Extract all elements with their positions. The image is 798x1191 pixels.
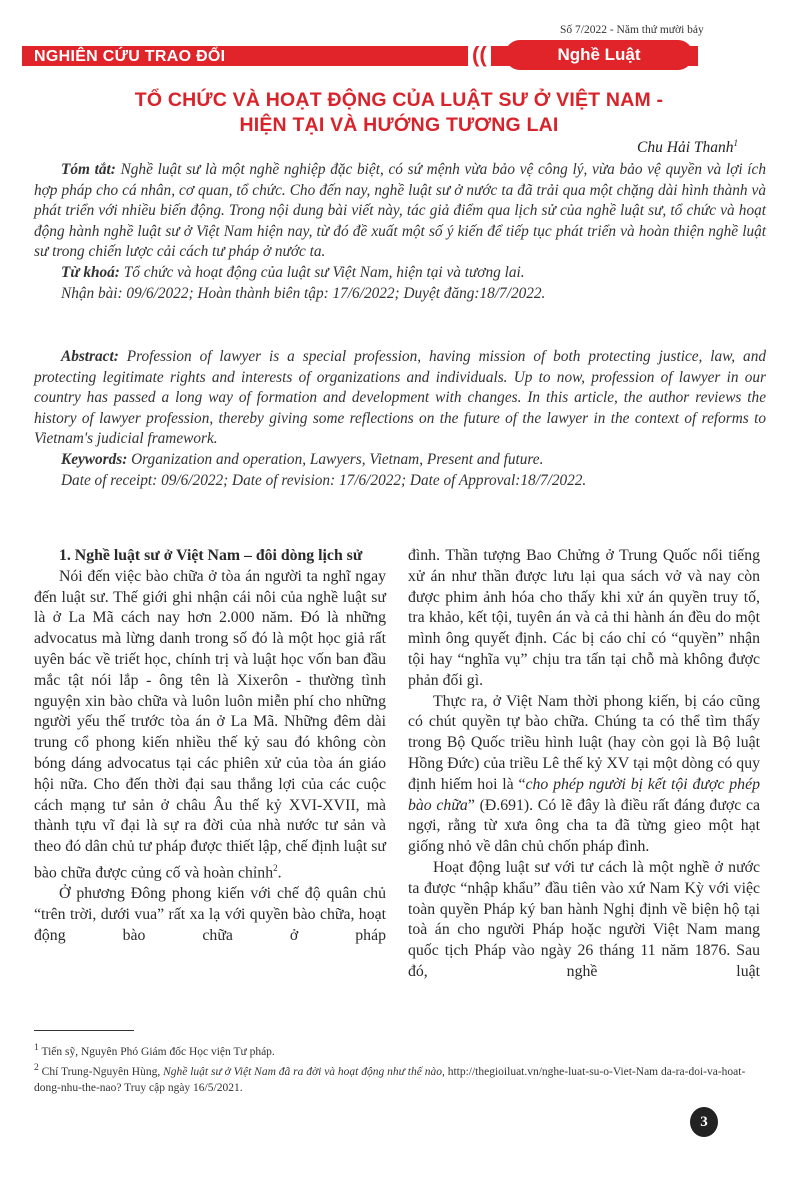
column-right [408, 546, 760, 983]
footnote-ref: 1 [733, 138, 738, 148]
keywords [34, 450, 766, 471]
paragraph: đình. Thần tượng Bao Chửng ở Trung Quốc nổi tiếng xử án như thần được lưu lại qua sách vở và nay còn được phim ảnh hóa cho thấy khi xử án quyền truy tố, tra khảo, kết tội, tuyên án và cả thi hành án đều do một mình ông quyết định. Các bị cáo chỉ có “quyền” nhận tội hay “nghĩa vụ” chịu tra tấn tại chỗ mà không được phản đối gì. [408, 547, 760, 689]
keywords-text: Organization and operation, Lawyers, Vietnam, Present and future. [127, 450, 544, 468]
footnote-link[interactable]: , http://thegioiluat.vn/nghe-luat-su-o-Viet-Nam da-ra-doi-va-hoat-dong-nhu-the-nao? Truy cập ngày 16/5/2021. [34, 1065, 746, 1094]
column-left [34, 546, 386, 946]
abstract-label: Abstract: [61, 348, 119, 365]
author-name: Chu Hải Thanh [637, 139, 734, 157]
abstract-en [34, 347, 766, 491]
footnote-text: Tiến sỹ, Nguyên Phó Giám đốc Học viện Tư pháp. [38, 1045, 275, 1058]
waves-icon: (( [468, 42, 491, 68]
page-number: 3 [690, 1107, 718, 1137]
footnote-divider [34, 1030, 134, 1031]
footnote-mark: 1 [34, 1042, 39, 1053]
abstract-label: Tóm tắt: [61, 161, 116, 178]
section-heading: 1. Nghề luật sư ở Việt Nam – đôi dòng lịch sử [59, 547, 363, 564]
keywords-text: Tổ chức và hoạt động của luật sư Việt Nam, hiện tại và tương lai. [119, 263, 525, 281]
footnote [34, 1060, 764, 1096]
title-line: TỔ CHỨC VÀ HOẠT ĐỘNG CỦA LUẬT SƯ Ở VIỆT NAM - [134, 89, 664, 111]
abstract-vi [34, 160, 766, 304]
paragraph [408, 692, 760, 858]
title-line: HIỆN TẠI VÀ HƯỚNG TƯƠNG LAI [239, 114, 559, 136]
footnote-mark: 2 [34, 1061, 39, 1073]
dates: Date of receipt: 09/6/2022; Date of revision: 17/6/2022; Date of Approval:18/7/2022. [61, 471, 587, 489]
abstract-text: Profession of lawyer is a special profession, having mission of both protecting justice, law, and protecting legitimate rights and interests of organizations and individuals. Up to now, profession of lawyer in our country has passed a long way of formation and development with changes. In this article, the author reviews the history of lawyer profession, thereby giving some reflections on the future of the lawyer in the context of reforms to Vietnam's judicial framework. [34, 348, 766, 448]
abstract-paragraph [34, 347, 766, 450]
article-title [0, 88, 798, 138]
footnote-title: Nghề luật sư ở Việt Nam đã ra đời và hoạt động như thế nào [163, 1065, 442, 1078]
keywords-label: Từ khoá: [61, 263, 120, 281]
dates: Nhận bài: 09/6/2022; Hoàn thành biên tập: 17/6/2022; Duyệt đăng:18/7/2022. [61, 284, 546, 302]
keywords [34, 263, 766, 284]
footnote-text: Chí Trung-Nguyên Hùng, [38, 1065, 164, 1078]
paragraph-text: Thực ra, ở Việt Nam thời phong kiến, bị cáo cũng có chút quyền tự bào chữa. Chúng ta có thể tìm thấy trong Bộ Quốc triều hình luật (hay còn gọi là Bộ luật Hồng Đức) của triều Lê thế kỷ XV tại một dòng có quy định hiếm hoi là “ [408, 692, 760, 793]
issue-info: Số 7/2022 - Năm thứ mười bảy [560, 24, 704, 36]
paragraph: Ở phương Đông phong kiến với chế độ quân chủ “trên trời, dưới vua” rất xa lạ với quyền bào chữa, hoạt động bào chữa ở pháp [34, 885, 386, 944]
paragraph-text: Nói đến việc bào chữa ở tòa án người ta nghĩ ngay đến luật sư. Thế giới ghi nhận cái nôi của nghề luật sư là ở La Mã cách nay hơn 2.000 năm. Đó là những advocatus mà lừng danh trong số đó là một học giả rất uyên bác về triết học, chính trị và luật học vốn ban đầu mắc tật nói lắp - ông tên là Xixerôn - thường tình nguyện xin bào chữa và luôn luôn miễn phí cho những người yếu thế trước tòa án ở La Mã. Những đêm dài trung cổ phong kiến nhiều thế kỷ sau đó không còn bóng dáng advocatus tại các phiên xử của tòa án giáo hội nữa. Cho đến thời đại sau thắng lợi của các cuộc cách mạng tư sản ở châu Âu thế kỷ XVI-XVII, mà thành tựu vĩ đại là sự ra đời của nhà nước tư sản và theo đó dân chủ tư pháp được thiết lập, chế định luật sư bào chữa được củng cố và hoàn chỉnh [34, 567, 386, 882]
footnotes [34, 1040, 764, 1096]
paragraph: Nói đến việc bào chữa ở tòa án người ta nghĩ ngay đến luật sư. Thế giới ghi nhận cái nôi của nghề luật sư là ở La Mã cách nay hơn 2.000 năm. Đó là những advocatus mà lừng danh trong số đó là một học giả rất uyên bác về triết học, chính trị và luật học vốn ban đầu mắc tật nói lắp - ông tên là Xixerôn - thường tình nguyện xin bào chữa và luôn luôn miễn phí cho những người yếu thế trước tòa án ở La Mã. Những đêm dài trung cổ phong kiến nhiều thế kỷ sau đó không còn bóng dáng advocatus tại các phiên xử của tòa án giáo hội nữa. Cho đến thời đại sau thắng lợi của các cuộc cách mạng tư sản ở châu Âu thế kỷ XVI-XVII, mà thành tựu vĩ đại là sự ra đời của nhà nước tư sản và theo đó dân chủ tư pháp được thiết lập, chế định luật sư bào chữa được củng cố và hoàn chỉnh$^2$. [34, 567, 386, 882]
footnote [34, 1040, 764, 1060]
footnote-ref: 2 [273, 862, 278, 873]
paragraph-text: ” (Đ.691). Có lẽ đây là điều rất đáng được ca ngợi, rằng từ xưa ông cha ta đã từng gieo một hạt giống nhỏ về dân chủ chốn pháp đình. [408, 796, 760, 856]
journal-name: Nghề Luật [505, 40, 693, 70]
abstract-paragraph [34, 160, 766, 263]
author [637, 138, 738, 157]
abstract-text: Nghề luật sư là một nghề nghiệp đặc biệt, có sứ mệnh vừa bảo vệ công lý, vừa bảo vệ quyền và lợi ích hợp pháp cho cá nhân, cơ quan, tổ chức. Cho đến nay, nghề luật sư ở nước ta đã trải qua một chặng dài hình thành và phát triển với nhiều biến động. Trong nội dung bài viết này, tác giả điểm qua lịch sử của nghề luật sư, tổ chức và hoạt động hành nghề luật sư ở Việt Nam hiện nay, từ đó đề xuất một số ý kiến để tiếp tục phát triển và hoàn thiện nghề luật sư trong chiến lược cải cách tư pháp ở nước ta. [34, 161, 766, 261]
keywords-label: Keywords: [61, 450, 128, 468]
quote: cho phép người bị kết tội được phép bào chữa [408, 775, 760, 814]
section-label: NGHIÊN CỨU TRAO ĐỔI [34, 48, 226, 65]
paragraph: Hoạt động luật sư với tư cách là một nghề ở nước ta được “nhập khẩu” đầu tiên vào xứ Nam Kỳ với việc toàn quyền Pháp ký ban hành Nghị định về biện hộ tại toà án cho người Pháp hoặc người Việt Nam mang quốc tịch Pháp vào ngày 26 tháng 11 năm 1876. Sau đó, nghề luật [408, 858, 760, 980]
